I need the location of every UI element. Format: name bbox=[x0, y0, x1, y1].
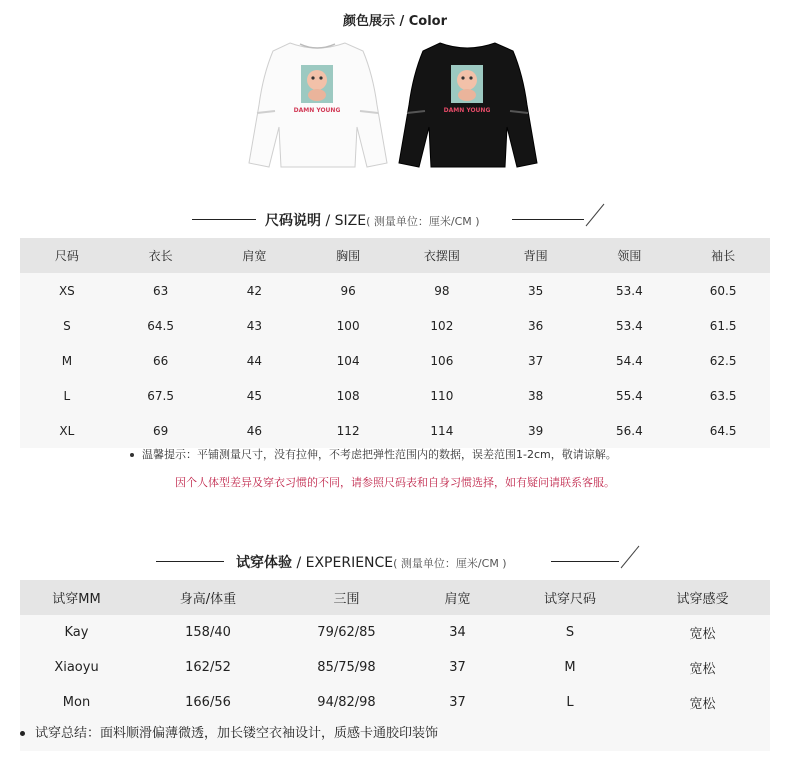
table-row bbox=[20, 273, 770, 308]
table-cell: 37 bbox=[410, 650, 505, 685]
table-cell: 64.5 bbox=[676, 413, 770, 448]
table-cell: Xiaoyu bbox=[20, 650, 133, 685]
table-cell: 56.4 bbox=[583, 413, 677, 448]
heading-rule-right bbox=[512, 219, 584, 220]
table-cell: 60.5 bbox=[676, 273, 770, 308]
table-cell: 166/56 bbox=[133, 685, 283, 720]
table-cell: 43 bbox=[208, 308, 302, 343]
experience-heading-en: / EXPERIENCE bbox=[292, 555, 394, 571]
table-cell: 96 bbox=[301, 273, 395, 308]
heading-slash-decoration bbox=[619, 544, 643, 570]
experience-header-cell: 试穿MM bbox=[20, 580, 133, 615]
table-cell: 104 bbox=[301, 343, 395, 378]
table-cell: 106 bbox=[395, 343, 489, 378]
table-cell: 63 bbox=[114, 273, 208, 308]
experience-table bbox=[20, 580, 770, 720]
table-cell: 67.5 bbox=[114, 378, 208, 413]
experience-header-cell: 试穿尺码 bbox=[505, 580, 635, 615]
experience-header-cell: 试穿感受 bbox=[635, 580, 770, 615]
svg-text:DAMN YOUNG: DAMN YOUNG bbox=[443, 107, 491, 114]
table-cell: M bbox=[505, 650, 635, 685]
svg-text:DAMN YOUNG: DAMN YOUNG bbox=[293, 107, 341, 114]
experience-heading bbox=[0, 550, 790, 574]
table-cell: 114 bbox=[395, 413, 489, 448]
size-header-cell: 背围 bbox=[489, 238, 583, 273]
table-cell: 108 bbox=[301, 378, 395, 413]
size-header-cell: 衣长 bbox=[114, 238, 208, 273]
experience-table-header-row bbox=[20, 580, 770, 615]
table-cell: Kay bbox=[20, 615, 133, 650]
table-cell: 54.4 bbox=[583, 343, 677, 378]
table-cell: 162/52 bbox=[133, 650, 283, 685]
heading-rule-left bbox=[192, 219, 256, 220]
table-cell: 85/75/98 bbox=[283, 650, 410, 685]
table-cell: 37 bbox=[410, 685, 505, 720]
table-cell: XS bbox=[20, 273, 114, 308]
table-cell: 158/40 bbox=[133, 615, 283, 650]
heading-rule-left bbox=[156, 561, 224, 562]
black-shirt-image bbox=[395, 35, 540, 170]
table-row bbox=[20, 685, 770, 720]
table-cell: 69 bbox=[114, 413, 208, 448]
experience-heading-text bbox=[236, 552, 507, 572]
table-cell: S bbox=[20, 308, 114, 343]
table-cell: 44 bbox=[208, 343, 302, 378]
table-cell: 102 bbox=[395, 308, 489, 343]
size-header-cell: 肩宽 bbox=[208, 238, 302, 273]
table-cell: 42 bbox=[208, 273, 302, 308]
bullet-icon bbox=[130, 453, 134, 457]
table-cell: 35 bbox=[489, 273, 583, 308]
experience-header-cell: 三围 bbox=[283, 580, 410, 615]
size-table-header-row bbox=[20, 238, 770, 273]
experience-header-cell: 身高/体重 bbox=[133, 580, 283, 615]
table-cell: XL bbox=[20, 413, 114, 448]
table-cell: 53.4 bbox=[583, 308, 677, 343]
table-row bbox=[20, 378, 770, 413]
experience-summary-text: 试穿总结：面料顺滑偏薄微透，加长镂空衣袖设计，质感卡通胶印装饰 bbox=[35, 726, 439, 741]
heading-rule-right bbox=[551, 561, 619, 562]
table-cell: Mon bbox=[20, 685, 133, 720]
table-cell: 110 bbox=[395, 378, 489, 413]
table-cell: 36 bbox=[489, 308, 583, 343]
table-cell: 66 bbox=[114, 343, 208, 378]
bullet-icon bbox=[20, 731, 25, 736]
experience-header-cell: 肩宽 bbox=[410, 580, 505, 615]
size-header-cell: 袖长 bbox=[676, 238, 770, 273]
color-section-title: 颜色展示 / Color bbox=[342, 14, 448, 29]
table-cell: 46 bbox=[208, 413, 302, 448]
experience-summary bbox=[20, 717, 770, 751]
table-cell: 64.5 bbox=[114, 308, 208, 343]
table-cell: 宽松 bbox=[635, 650, 770, 685]
experience-unit-label: ( 测量单位：厘米/CM ) bbox=[393, 557, 507, 570]
table-cell: 98 bbox=[395, 273, 489, 308]
size-unit-label: ( 测量单位：厘米/CM ) bbox=[366, 215, 480, 228]
table-row bbox=[20, 615, 770, 650]
table-cell: 37 bbox=[489, 343, 583, 378]
table-row bbox=[20, 650, 770, 685]
table-cell: 55.4 bbox=[583, 378, 677, 413]
table-cell: M bbox=[20, 343, 114, 378]
table-cell: 34 bbox=[410, 615, 505, 650]
size-warning: 因个人体型差异及穿衣习惯的不同，请参照尺码表和自身习惯选择，如有疑问请联系客服。 bbox=[175, 476, 615, 489]
size-heading bbox=[0, 208, 790, 232]
table-cell: 62.5 bbox=[676, 343, 770, 378]
table-cell: 100 bbox=[301, 308, 395, 343]
table-cell: 45 bbox=[208, 378, 302, 413]
size-note bbox=[130, 446, 617, 462]
size-heading-text bbox=[265, 210, 480, 230]
size-header-cell: 尺码 bbox=[20, 238, 114, 273]
table-cell: 63.5 bbox=[676, 378, 770, 413]
table-cell: 79/62/85 bbox=[283, 615, 410, 650]
size-heading-cn: 尺码说明 bbox=[265, 213, 321, 229]
table-row bbox=[20, 343, 770, 378]
size-table bbox=[20, 238, 770, 448]
table-cell: 宽松 bbox=[635, 615, 770, 650]
table-cell: 宽松 bbox=[635, 685, 770, 720]
table-cell: 112 bbox=[301, 413, 395, 448]
table-row bbox=[20, 413, 770, 448]
white-shirt-image bbox=[245, 35, 390, 170]
heading-slash-decoration bbox=[584, 202, 608, 228]
table-cell: 53.4 bbox=[583, 273, 677, 308]
table-cell: S bbox=[505, 615, 635, 650]
table-cell: L bbox=[505, 685, 635, 720]
table-cell: 61.5 bbox=[676, 308, 770, 343]
table-cell: 94/82/98 bbox=[283, 685, 410, 720]
size-note-text: 温馨提示：平铺测量尺寸，没有拉伸，不考虑把弹性范围内的数据，误差范围1-2cm，敬请谅解。 bbox=[142, 448, 617, 461]
experience-heading-cn: 试穿体验 bbox=[236, 555, 292, 571]
size-heading-en: / SIZE bbox=[321, 213, 367, 229]
table-cell: L bbox=[20, 378, 114, 413]
size-header-cell: 领围 bbox=[583, 238, 677, 273]
size-header-cell: 胸围 bbox=[301, 238, 395, 273]
table-row bbox=[20, 308, 770, 343]
table-cell: 39 bbox=[489, 413, 583, 448]
size-header-cell: 衣摆围 bbox=[395, 238, 489, 273]
table-cell: 38 bbox=[489, 378, 583, 413]
